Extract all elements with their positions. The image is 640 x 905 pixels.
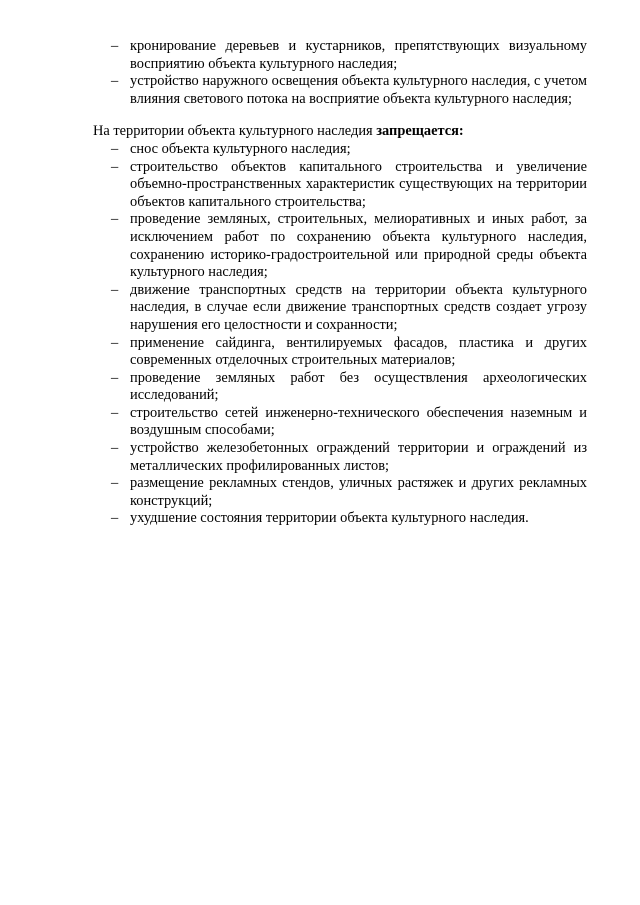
dash-marker: – [111,281,119,298]
list-item [93,335,587,370]
list-item-text: проведение земляных работ без осуществления археологических исследований; [130,369,587,404]
list-item-text: строительство объектов капитального строительства и увеличение объемно-пространственных характеристик существующих на территории объектов капитального строительства; [130,158,587,210]
dash-marker: – [111,140,119,157]
dash-marker: – [111,404,119,421]
list-item-text: строительство сетей инженерно-технического обеспечения наземным и воздушным способами; [130,404,587,439]
list-item-text: проведение земляных, строительных, мелиоративных и иных работ, за исключением работ по сохранению объекта культурного наследия, сохранению историко-градостроительной или природной среды объекта культурного наследия; [130,211,587,281]
list-item-text: применение сайдинга, вентилируемых фасадов, пластика и других современных отделочных строительных материалов; [130,334,587,369]
list-item [93,141,587,159]
list-item [93,370,587,405]
list-item-text: снос объекта культурного наследия; [130,140,351,157]
list-item-text: движение транспортных средств на территории объекта культурного наследия, в случае если движение транспортных средств создает угрозу нарушения его целостности и сохранности; [130,281,587,333]
dash-marker: – [111,369,119,386]
intro-bold: запрещается: [376,123,464,140]
top-list [93,38,587,108]
list-item-text: кронирование деревьев и кустарников, препятствующих визуальному восприятию объекта культурного наследия; [130,38,587,72]
list-item-text: устройство наружного освещения объекта культурного наследия, с учетом влияния светового потока на восприятие объекта культурного наследия; [130,73,587,107]
list-item [93,211,587,281]
dash-marker: – [111,73,119,90]
prohibited-list [93,141,587,528]
list-item [93,510,587,528]
list-item [93,73,587,108]
document-body [93,38,587,528]
list-item [93,282,587,335]
list-item [93,475,587,510]
dash-marker: – [111,211,119,228]
prohibited-intro [93,123,587,141]
dash-marker: – [111,38,119,54]
dash-marker: – [111,158,119,175]
list-item [93,405,587,440]
list-item-text: устройство железобетонных ограждений территории и ограждений из металлических профилированных листов; [130,440,587,474]
dash-marker: – [111,334,119,351]
list-item [93,159,587,212]
list-item-text: ухудшение состояния территории объекта культурного наследия. [130,510,529,527]
list-item [93,38,587,73]
dash-marker: – [111,475,119,492]
list-item-text: размещение рекламных стендов, уличных растяжек и других рекламных конструкций; [130,475,587,509]
dash-marker: – [111,440,119,457]
list-item [93,440,587,475]
dash-marker: – [111,510,119,527]
intro-text: На территории объекта культурного наследия [93,123,377,140]
